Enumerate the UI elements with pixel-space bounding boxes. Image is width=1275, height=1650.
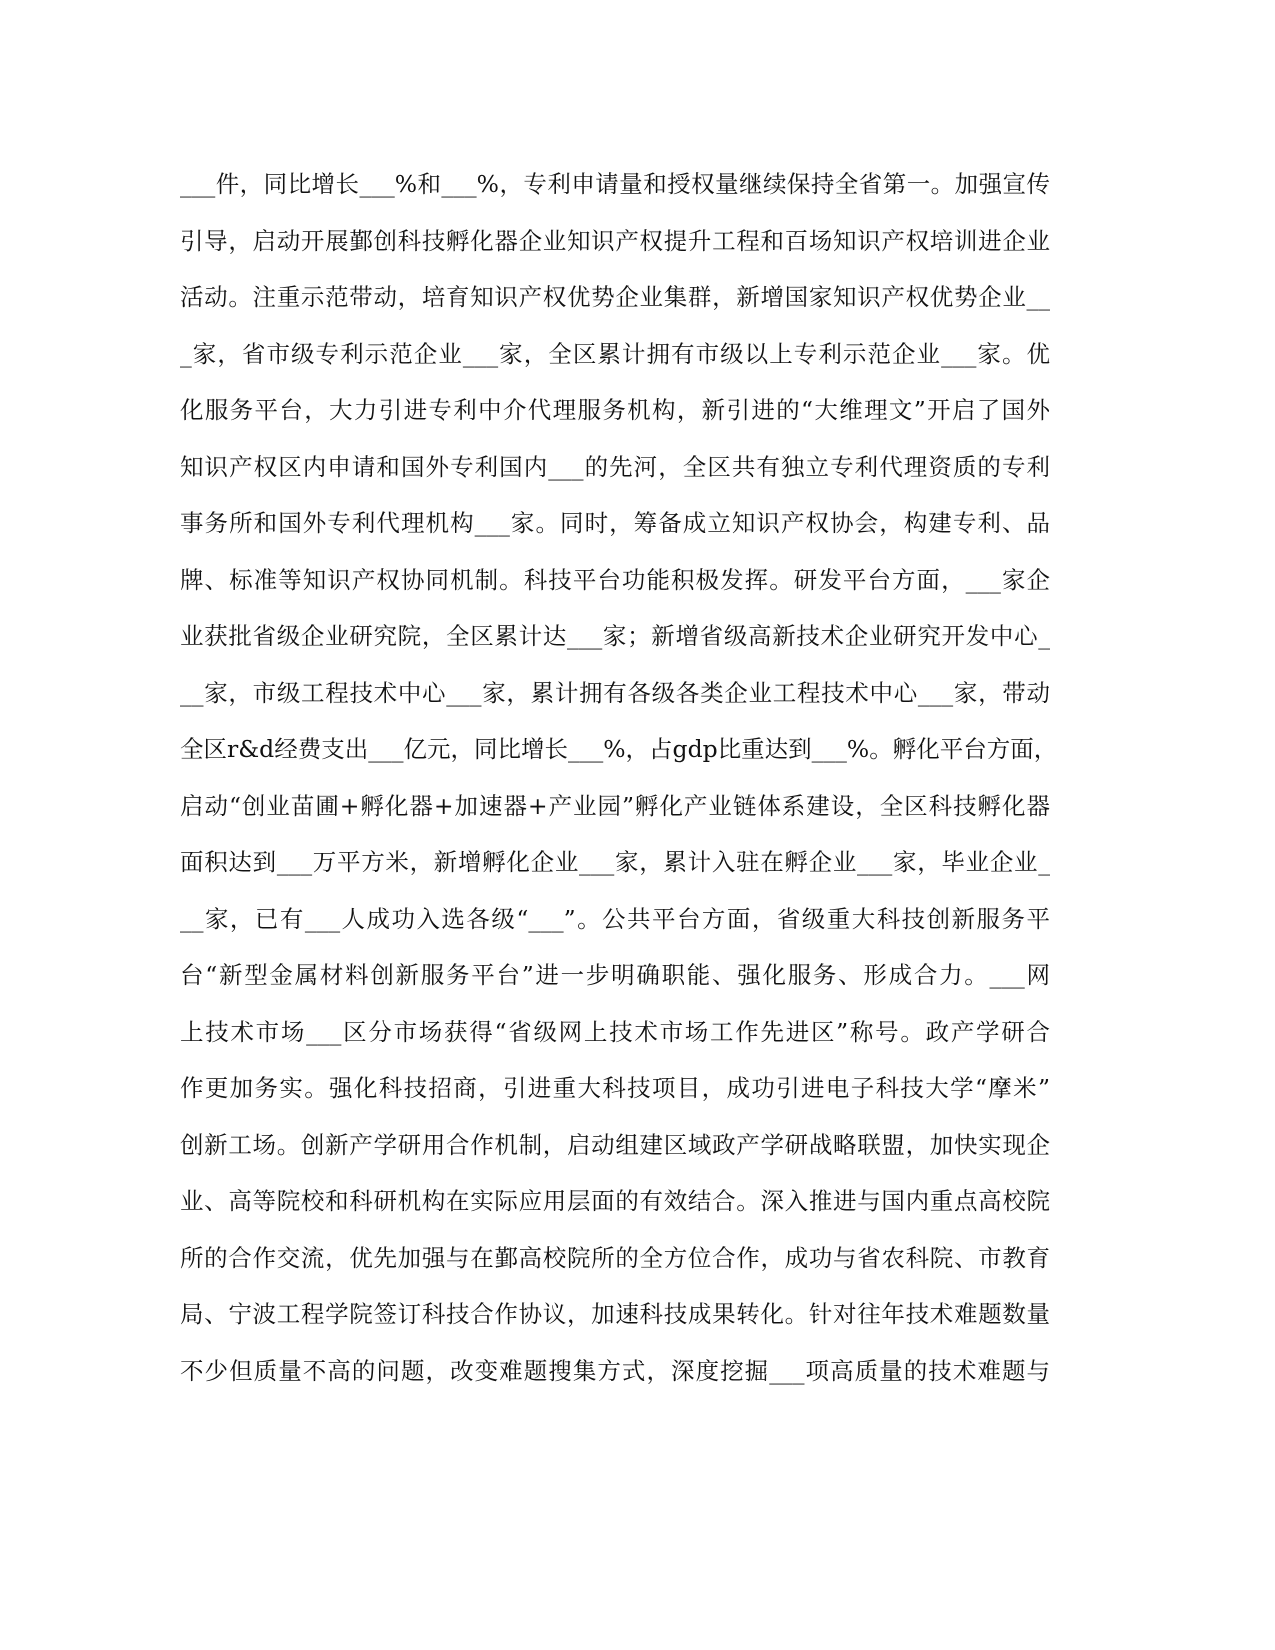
text-line: 业、高等院校和科研机构在实际应用层面的有效结合。深入推进与国内重点高校院 — [180, 1187, 1050, 1215]
text-line: 事务所和国外专利代理机构___家。同时，筹备成立知识产权协会，构建专利、品 — [180, 509, 1050, 537]
text-line: __家，市级工程技术中心___家，累计拥有各级各类企业工程技术中心___家，带动 — [180, 678, 1050, 707]
text-line: 活动。注重示范带动，培育知识产权优势企业集群，新增国家知识产权优势企业__ — [180, 283, 1050, 311]
text-line: 上技术市场___区分市场获得“省级网上技术市场工作先进区”称号。政产学研合 — [180, 1017, 1050, 1046]
body-paragraph — [180, 164, 1058, 1407]
text-line: 局、宁波工程学院签订科技合作协议，加速科技成果转化。针对往年技术难题数量 — [180, 1300, 1050, 1328]
text-line: 引导，启动开展鄞创科技孵化器企业知识产权提升工程和百场知识产权培训进企业 — [180, 226, 1050, 255]
text-line: 牌、标准等知识产权协同机制。科技平台功能积极发挥。研发平台方面，___家企 — [180, 565, 1050, 594]
text-line: 不少但质量不高的问题，改变难题搜集方式，深度挖掘___项高质量的技术难题与 — [180, 1356, 1050, 1385]
text-line: 全区r&d经费支出___亿元，同比增长___%，占gdp比重达到___%。孵化平台方面， — [180, 735, 1058, 763]
text-line: 业获批省级企业研究院，全区累计达___家；新增省级高新技术企业研究开发中心_ — [180, 622, 1050, 650]
text-line: 创新工场。创新产学研用合作机制，启动组建区域政产学研战略联盟，加快实现企 — [180, 1130, 1050, 1159]
text-line: 知识产权区内申请和国外专利国内___的先河，全区共有独立专利代理资质的专利 — [180, 452, 1050, 481]
text-line: 化服务平台，大力引进专利中介代理服务机构，新引进的“大维理文”开启了国外 — [180, 396, 1050, 424]
text-line: 台“新型金属材料创新服务平台”进一步明确职能、强化服务、形成合力。___网 — [180, 961, 1050, 989]
text-line: 面积达到___万平方米，新增孵化企业___家，累计入驻在孵企业___家，毕业企业_ — [180, 848, 1050, 876]
text-line: 启动“创业苗圃+孵化器+加速器+产业园”孵化产业链体系建设，全区科技孵化器 — [180, 791, 1050, 820]
text-line: _家，省市级专利示范企业___家，全区累计拥有市级以上专利示范企业___家。优 — [180, 339, 1050, 368]
text-line: 作更加务实。强化科技招商，引进重大科技项目，成功引进电子科技大学“摩米” — [180, 1074, 1050, 1102]
text-line: 所的合作交流，优先加强与在鄞高校院所的全方位合作，成功与省农科院、市教育 — [180, 1243, 1050, 1272]
text-line: ___件，同比增长___%和___%，专利申请量和授权量继续保持全省第一。加强宣传 — [180, 170, 1050, 198]
text-line: __家，已有___人成功入选各级“___”。公共平台方面，省级重大科技创新服务平 — [180, 904, 1050, 933]
